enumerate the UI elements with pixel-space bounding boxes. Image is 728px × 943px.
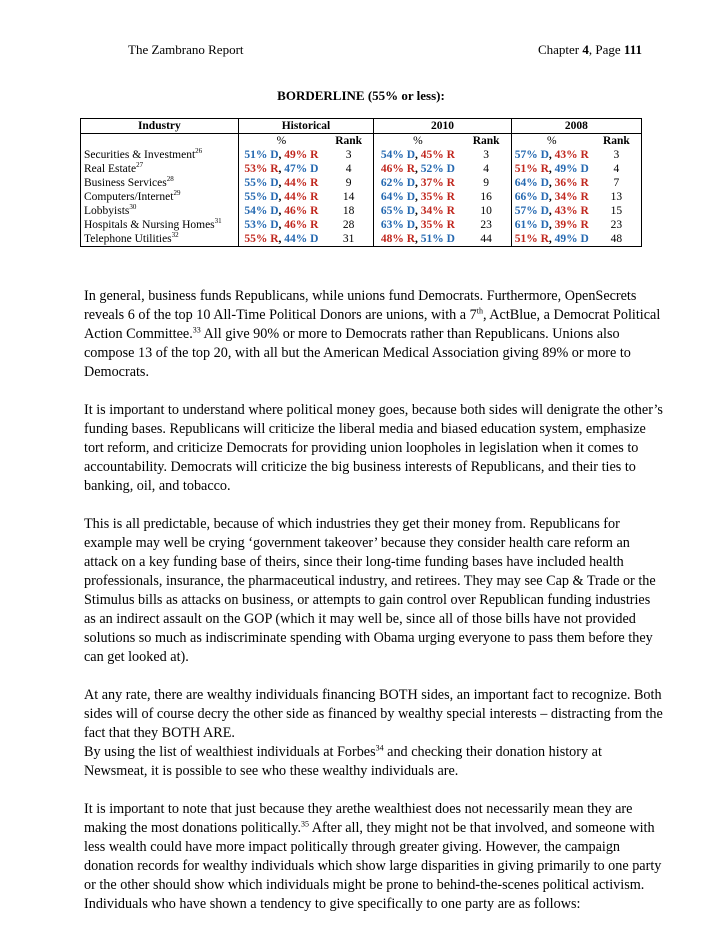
party-letter-a: D bbox=[540, 149, 549, 161]
rank-cell: 4 bbox=[324, 162, 374, 176]
pct-value-b: 44% bbox=[284, 191, 308, 203]
ordinal-suffix: th bbox=[476, 306, 483, 316]
industry-cell bbox=[81, 148, 239, 162]
rank-cell: 15 bbox=[592, 204, 642, 218]
pct-value-a: 64% bbox=[514, 177, 538, 189]
subheader-2010-pct: % bbox=[413, 135, 423, 147]
party-letter-b: R bbox=[446, 177, 455, 189]
rank-cell: 3 bbox=[592, 148, 642, 162]
rank-cell: 48 bbox=[592, 232, 642, 247]
section-title bbox=[0, 88, 728, 104]
pct-value-b: 43% bbox=[554, 205, 578, 217]
party-letter-b: D bbox=[580, 163, 589, 175]
rank-cell: 4 bbox=[462, 162, 512, 176]
paragraph-1-text-b: , ActBlue, a Democrat Political Action Committee. bbox=[84, 307, 661, 342]
rank-cell: 23 bbox=[592, 218, 642, 232]
party-letter-b: R bbox=[580, 219, 589, 231]
report-title: The Zambrano Report bbox=[128, 42, 244, 57]
pct-value-a: 61% bbox=[514, 219, 538, 231]
pct-split-cell: 55% D, 44% R bbox=[244, 177, 319, 189]
footnote-ref-33: 33 bbox=[192, 325, 201, 335]
rank-cell: 13 bbox=[592, 190, 642, 204]
party-letter-b: R bbox=[446, 205, 455, 217]
pct-value-b: 47% bbox=[284, 163, 308, 175]
party-letter-a: R bbox=[406, 233, 415, 245]
subheader-2008-rank: Rank bbox=[592, 134, 642, 149]
pct-value-a: 51% bbox=[514, 233, 538, 245]
table-body bbox=[81, 148, 642, 247]
rank-cell: 9 bbox=[324, 176, 374, 190]
party-letter-b: R bbox=[580, 205, 589, 217]
pct-value-a: 62% bbox=[380, 177, 404, 189]
pct-value-a: 54% bbox=[380, 149, 404, 161]
page-separator: , Page bbox=[588, 42, 624, 57]
party-letter-b: R bbox=[580, 191, 589, 203]
party-letter-b: D bbox=[446, 233, 455, 245]
pct-value-a: 57% bbox=[514, 205, 538, 217]
rank-cell: 3 bbox=[324, 148, 374, 162]
pct-split-cell: 62% D, 37% R bbox=[380, 177, 455, 189]
pct-value-a: 54% bbox=[244, 205, 268, 217]
party-letter-a: D bbox=[540, 191, 549, 203]
subheader-2008-pct: % bbox=[546, 135, 557, 147]
subheader-hist-rank: Rank bbox=[324, 134, 374, 149]
industry-cell bbox=[81, 162, 239, 176]
rank-cell: 31 bbox=[324, 232, 374, 247]
party-letter-a: D bbox=[540, 177, 549, 189]
pct-split-cell: 61% D, 39% R bbox=[514, 219, 589, 231]
pct-split-cell: 66% D, 34% R bbox=[514, 191, 589, 203]
industry-name: Telephone Utilities bbox=[84, 233, 172, 245]
party-letter-a: D bbox=[406, 219, 415, 231]
header-industry: Industry bbox=[81, 119, 239, 134]
party-letter-b: R bbox=[310, 205, 319, 217]
table-header-row bbox=[81, 119, 642, 134]
industry-cell bbox=[81, 190, 239, 204]
party-letter-a: D bbox=[406, 205, 415, 217]
industry-cell bbox=[81, 204, 239, 218]
party-letter-a: D bbox=[540, 219, 549, 231]
pct-value-b: 35% bbox=[420, 191, 444, 203]
pct-value-a: 48% bbox=[380, 233, 404, 245]
pct-value-a: 55% bbox=[244, 177, 268, 189]
pct-value-a: 46% bbox=[380, 163, 404, 175]
party-letter-a: R bbox=[406, 163, 415, 175]
footnote-ref: 30 bbox=[129, 203, 137, 212]
pct-split-cell: 55% R, 44% D bbox=[238, 232, 324, 247]
paragraph-5-text-a: By using the list of wealthiest individuals at Forbes bbox=[84, 744, 376, 760]
pct-value-b: 49% bbox=[284, 149, 308, 161]
rank-cell: 9 bbox=[462, 176, 512, 190]
pct-value-a: 51% bbox=[514, 163, 538, 175]
party-letter-a: R bbox=[270, 233, 279, 245]
paragraph-6-text-a: It is important to note that just because they arethe wealthiest does not necessarily mean they are making the most donations politically. bbox=[84, 801, 633, 836]
rank-cell: 18 bbox=[324, 204, 374, 218]
chapter-number: 4 bbox=[582, 42, 589, 57]
party-letter-a: D bbox=[270, 205, 279, 217]
paragraph-5 bbox=[84, 743, 664, 781]
subheader-2010-rank: Rank bbox=[462, 134, 512, 149]
header-2008: 2008 bbox=[511, 119, 641, 134]
party-letter-b: R bbox=[310, 149, 319, 161]
pct-value-a: 53% bbox=[244, 163, 268, 175]
paragraph-5-text-b: and checking their donation history at Newsmeat, it is possible to see who these wealthy individuals are. bbox=[84, 744, 602, 779]
pct-value-a: 63% bbox=[380, 219, 404, 231]
pct-value-a: 66% bbox=[514, 191, 538, 203]
pct-value-a: 51% bbox=[244, 149, 268, 161]
pct-split-cell: 55% D, 44% R bbox=[244, 191, 319, 203]
party-letter-a: D bbox=[540, 205, 549, 217]
footnote-ref: 29 bbox=[173, 189, 181, 198]
pct-value-b: 36% bbox=[554, 177, 578, 189]
table-row bbox=[81, 218, 642, 232]
paragraph-1 bbox=[84, 287, 664, 382]
borderline-industries-table bbox=[80, 118, 642, 247]
party-letter-a: D bbox=[406, 177, 415, 189]
party-letter-b: D bbox=[580, 233, 589, 245]
pct-split-cell: 48% R, 51% D bbox=[374, 232, 462, 247]
party-letter-b: R bbox=[310, 177, 319, 189]
subheader-hist-pct: % bbox=[276, 135, 287, 147]
party-letter-b: D bbox=[310, 233, 319, 245]
industry-name: Lobbyists bbox=[84, 205, 130, 217]
pct-value-a: 55% bbox=[244, 191, 268, 203]
pct-value-a: 65% bbox=[380, 205, 404, 217]
table-subheader-row bbox=[81, 134, 642, 149]
rank-cell: 14 bbox=[324, 190, 374, 204]
header-historical: Historical bbox=[238, 119, 374, 134]
party-letter-a: R bbox=[540, 233, 549, 245]
party-letter-a: R bbox=[270, 163, 279, 175]
footnote-ref: 26 bbox=[195, 147, 203, 156]
party-letter-a: D bbox=[270, 191, 279, 203]
pct-value-b: 46% bbox=[284, 219, 308, 231]
rank-cell: 3 bbox=[462, 148, 512, 162]
pct-split-cell: 53% R, 47% D bbox=[244, 163, 319, 175]
paragraph-3: This is all predictable, because of which industries they get their money from. Republicans for example may well be crying ‘government takeover’ because they consider health care reform an attack on a key funding base of theirs, since their long-time funding bases have included health professionals, insurance, the pharmaceutical industry, and retirees. They may see Cap & Trade or the Stimulus bills as attacks on business, or attempts to gain control over Republican funding industries as an indirect assault on the GOP (which it may well be, since all of those bills have not provided solutions so much as indiscriminate spending with Obama urging everyone to pass them before they can get looked at). bbox=[84, 516, 656, 665]
rank-cell: 44 bbox=[462, 232, 512, 247]
pct-split-cell: 51% R, 49% D bbox=[514, 163, 589, 175]
paragraph-1-text-a: In general, business funds Republicans, while unions fund Democrats. Furthermore, OpenSecrets reveals 6 of the top 10 All-Time Political Donors are unions, with a 7 bbox=[84, 288, 637, 323]
table-row bbox=[81, 176, 642, 190]
pct-value-a: 64% bbox=[380, 191, 404, 203]
industry-name: Hospitals & Nursing Homes bbox=[84, 219, 215, 231]
chapter-page-label bbox=[538, 42, 642, 58]
pct-value-b: 34% bbox=[420, 205, 444, 217]
pct-value-b: 51% bbox=[420, 233, 444, 245]
party-letter-b: R bbox=[580, 177, 589, 189]
pct-split-cell: 65% D, 34% R bbox=[380, 205, 455, 217]
industry-name: Computers/Internet bbox=[84, 191, 174, 203]
rank-cell: 28 bbox=[324, 218, 374, 232]
rank-cell: 16 bbox=[462, 190, 512, 204]
pct-value-b: 52% bbox=[420, 163, 444, 175]
party-letter-a: D bbox=[270, 177, 279, 189]
rank-cell: 23 bbox=[462, 218, 512, 232]
paragraph-2: It is important to understand where political money goes, because both sides will denigrate the other’s funding bases. Republicans will criticize the liberal media and biased education system, emphasize tort reform, and criticize Democrats for providing union loopholes in legislation when it comes to accountability. Democrats will criticize the big business interests of Republicans, and their ties to banking, oil, and tobacco. bbox=[84, 402, 663, 494]
table-row bbox=[81, 162, 642, 176]
pct-split-cell: 51% R, 49% D bbox=[511, 232, 592, 247]
paragraph-6-text-b: After all, they might not be that involved, and someone with less wealth could have more impact politically through greater giving. However, the campaign donation records for wealthy individuals which show large disparities in giving primarily to one party or the other should show which individuals might be prone to behind-the-scenes political activism. Individuals who have shown a tendency to give specifically to one party are as follows: bbox=[84, 820, 662, 912]
header-2010: 2010 bbox=[374, 119, 511, 134]
paragraph-6 bbox=[84, 800, 664, 914]
party-letter-a: D bbox=[270, 149, 279, 161]
pct-split-cell: 46% R, 52% D bbox=[380, 163, 455, 175]
pct-value-a: 53% bbox=[244, 219, 268, 231]
party-letter-b: R bbox=[310, 191, 319, 203]
pct-split-cell: 64% D, 36% R bbox=[514, 177, 589, 189]
table-row bbox=[81, 148, 642, 162]
pct-value-b: 35% bbox=[420, 219, 444, 231]
footnote-ref-35: 35 bbox=[301, 819, 309, 829]
industry-cell bbox=[81, 232, 239, 247]
pct-split-cell: 53% D, 46% R bbox=[244, 219, 319, 231]
industry-cell bbox=[81, 176, 239, 190]
party-letter-b: R bbox=[446, 191, 455, 203]
pct-split-cell: 54% D, 46% R bbox=[244, 205, 319, 217]
pct-value-a: 55% bbox=[244, 233, 268, 245]
paragraph-1-text-c: All give 90% or more to Democrats rather than Republicans. Unions also compose 13 of the top 20, with all but the American Medical Association giving 89% or more to Democrats. bbox=[84, 326, 631, 380]
party-letter-b: R bbox=[446, 219, 455, 231]
pct-value-b: 37% bbox=[420, 177, 444, 189]
page-number: 111 bbox=[623, 42, 642, 57]
industry-name: Securities & Investment bbox=[84, 149, 196, 161]
industry-name: Real Estate bbox=[84, 163, 137, 175]
rank-cell: 7 bbox=[592, 176, 642, 190]
pct-value-b: 44% bbox=[284, 233, 308, 245]
rank-cell: 10 bbox=[462, 204, 512, 218]
page-header bbox=[128, 42, 642, 60]
pct-value-b: 46% bbox=[284, 205, 308, 217]
pct-value-b: 43% bbox=[554, 149, 578, 161]
pct-split-cell: 54% D, 45% R bbox=[380, 149, 455, 161]
pct-split-cell: 63% D, 35% R bbox=[380, 219, 455, 231]
footnote-ref-34: 34 bbox=[375, 743, 384, 753]
paragraph-4: At any rate, there are wealthy individuals financing BOTH sides, an important fact to recognize. Both sides will of course decry the other side as financed by wealthy special interests – distracting from the fact that they BOTH ARE. bbox=[84, 687, 663, 741]
party-letter-a: D bbox=[406, 191, 415, 203]
footnote-ref: 31 bbox=[214, 217, 222, 226]
footnote-ref: 32 bbox=[171, 231, 179, 240]
pct-split-cell: 64% D, 35% R bbox=[380, 191, 455, 203]
pct-split-cell: 57% D, 43% R bbox=[514, 205, 589, 217]
pct-value-b: 45% bbox=[420, 149, 444, 161]
party-letter-b: R bbox=[310, 219, 319, 231]
pct-value-a: 57% bbox=[514, 149, 538, 161]
chapter-prefix: Chapter bbox=[537, 42, 583, 57]
pct-value-b: 49% bbox=[554, 163, 578, 175]
party-letter-a: R bbox=[540, 163, 549, 175]
pct-value-b: 39% bbox=[554, 219, 578, 231]
subheader-blank bbox=[81, 134, 239, 149]
party-letter-b: R bbox=[446, 149, 455, 161]
section-title-text: BORDERLINE (55% or less): bbox=[277, 88, 445, 103]
table-row bbox=[81, 232, 642, 247]
pct-value-b: 34% bbox=[554, 191, 578, 203]
body-text bbox=[84, 287, 664, 933]
party-letter-a: D bbox=[270, 219, 279, 231]
footnote-ref: 28 bbox=[166, 175, 174, 184]
table-row bbox=[81, 204, 642, 218]
industry-name: Business Services bbox=[84, 177, 167, 189]
footnote-ref: 27 bbox=[136, 161, 144, 170]
pct-split-cell: 51% D, 49% R bbox=[244, 149, 319, 161]
party-letter-b: R bbox=[580, 149, 589, 161]
party-letter-b: D bbox=[446, 163, 455, 175]
pct-split-cell: 57% D, 43% R bbox=[514, 149, 589, 161]
industry-cell bbox=[81, 218, 239, 232]
pct-value-b: 49% bbox=[554, 233, 578, 245]
table-row bbox=[81, 190, 642, 204]
rank-cell: 4 bbox=[592, 162, 642, 176]
pct-value-b: 44% bbox=[284, 177, 308, 189]
party-letter-a: D bbox=[406, 149, 415, 161]
party-letter-b: D bbox=[310, 163, 319, 175]
